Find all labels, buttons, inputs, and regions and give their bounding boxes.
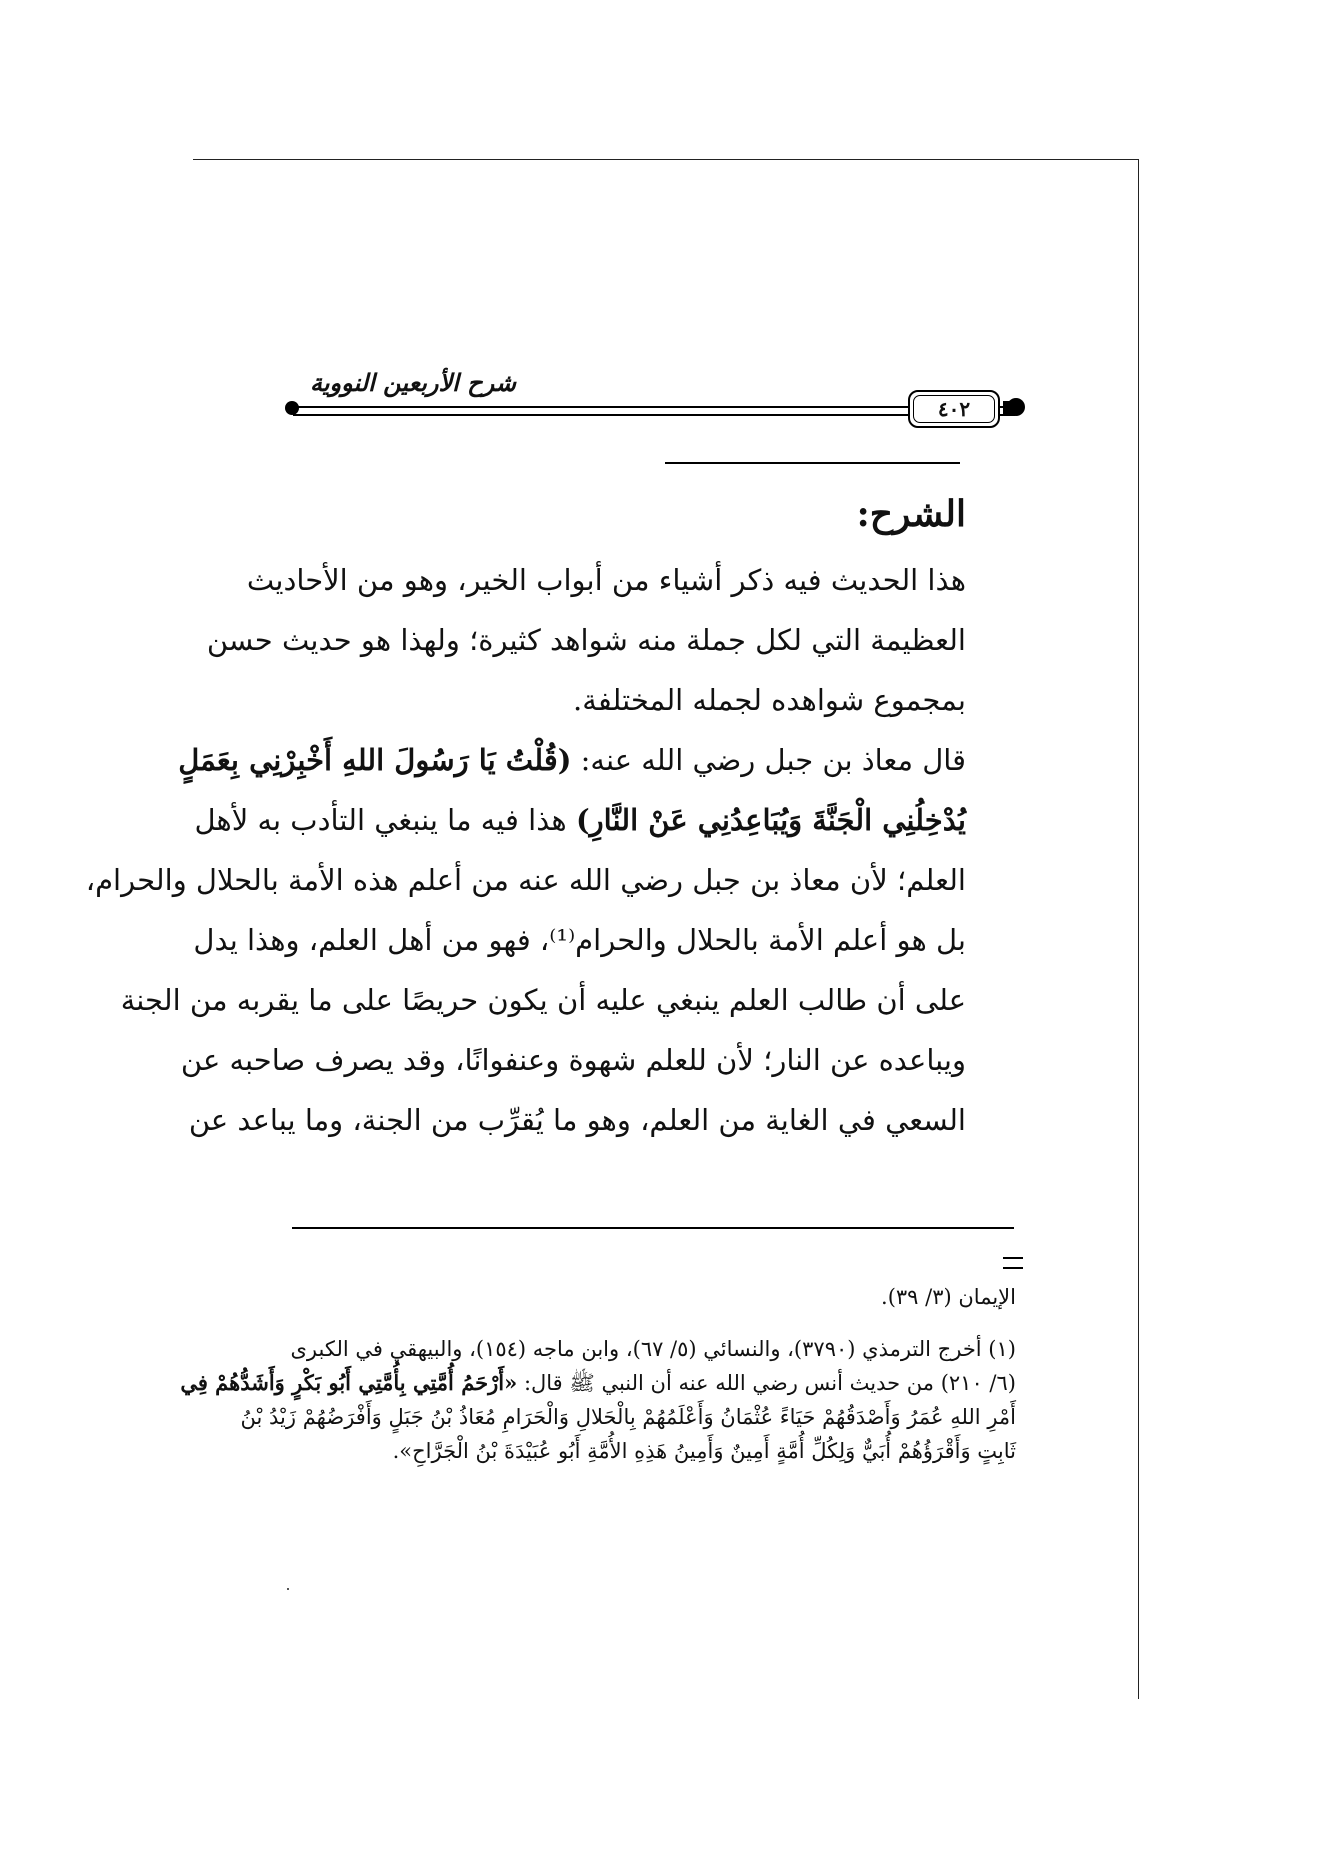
crop-mark-top	[193, 159, 1138, 160]
footnote-1-line-2	[180, 1366, 1016, 1400]
footnote-quote-start: «أَرْحَمُ أُمَّتِي بِأُمَّتِي أَبُو بَكْرٍ وَأَشَدُّهُمْ فِي	[180, 1370, 518, 1395]
footnote-continuation: الإيمان (٣/ ٣٩).	[881, 1285, 1016, 1309]
scan-speck	[287, 1588, 289, 1590]
body-line-7: بل هو أعلم الأمة بالحلال والحرام⁽¹⁾، فهو من أهل العلم، وهذا يدل	[193, 923, 966, 957]
footnote-1-line-3: أَمْرِ اللهِ عُمَرُ وَأَصْدَقُهُمْ حَيَاءً عُثْمَانُ وَأَعْلَمُهُمْ بِالْحَلالِ وَالْحَرَامِ مُعَاذُ بْنُ جَبَلٍ وَأَفْرَضُهُمْ زَيْدُ بْنُ	[240, 1405, 1016, 1429]
footnote-separator	[292, 1227, 1014, 1229]
header-ornament-left	[285, 401, 299, 415]
page-number-text: ٤٠٢	[937, 397, 971, 421]
body-line-6: العلم؛ لأن معاذ بن جبل رضي الله عنه من أعلم هذه الأمة بالحلال والحرام،	[85, 863, 966, 897]
body-line-5	[194, 795, 966, 845]
section-heading: الشرح:	[856, 493, 966, 535]
page-header	[285, 368, 1025, 438]
hadith-quote-start: (قُلْتُ يَا رَسُولَ اللهِ أَخْبِرْنِي بِعَمَلٍ	[178, 743, 572, 777]
page-number	[908, 390, 1000, 428]
body-line-9: ويباعده عن النار؛ لأن للعلم شهوة وعنفوانًا، وقد يصرف صاحبه عن	[180, 1043, 966, 1077]
body-line-10: السعي في الغاية من العلم، وهو ما يُقرِّب من الجنة، وما يباعد عن	[188, 1103, 966, 1137]
body-line-2: العظيمة التي لكل جملة منه شواهد كثيرة؛ ولهذا هو حديث حسن	[206, 623, 966, 657]
running-title: شرح الأربعين النووية	[310, 368, 517, 397]
section-rule	[665, 462, 960, 464]
body-line-8: على أن طالب العلم ينبغي عليه أن يكون حريصًا على ما يقربه من الجنة	[120, 983, 966, 1017]
footnote-1-line-1: (١) أخرج الترمذي (٣٧٩٠)، والنسائي (٥/ ٦٧)، وابن ماجه (١٥٤)، والبيهقي في الكبرى	[290, 1337, 1016, 1361]
body-line-1: هذا الحديث فيه ذكر أشياء من أبواب الخير، وهو من الأحاديث	[246, 563, 966, 597]
continuation-mark	[1003, 1257, 1023, 1269]
footnote-1-line-4: ثَابِتٍ وَأَقْرَؤُهُمْ أُبَيٌّ وَلِكُلِّ أُمَّةٍ أَمِينٌ وَأَمِينُ هَذِهِ الأُمَّةِ أَبُو عُبَيْدَةَ بْنُ الْجَرَّاحِ».	[392, 1439, 1016, 1463]
body-line-4	[178, 735, 966, 785]
hadith-quote-end: يُدْخِلُنِي الْجَنَّةَ وَيُبَاعِدُنِي عَنْ النَّارِ)	[575, 803, 966, 837]
body-line-5-tail: هذا فيه ما ينبغي التأدب به لأهل	[194, 803, 567, 837]
body-line-4-text: قال معاذ بن جبل رضي الله عنه:	[580, 743, 966, 777]
crop-mark-right	[1138, 159, 1139, 1699]
header-ornament-right	[1007, 398, 1025, 416]
header-rule	[293, 406, 1015, 416]
body-line-3: بمجموع شواهده لجمله المختلفة.	[573, 683, 966, 717]
footnote-1-line-2-text: (٦/ ٢١٠) من حديث أنس رضي الله عنه أن النبي ﷺ قال:	[523, 1371, 1016, 1395]
